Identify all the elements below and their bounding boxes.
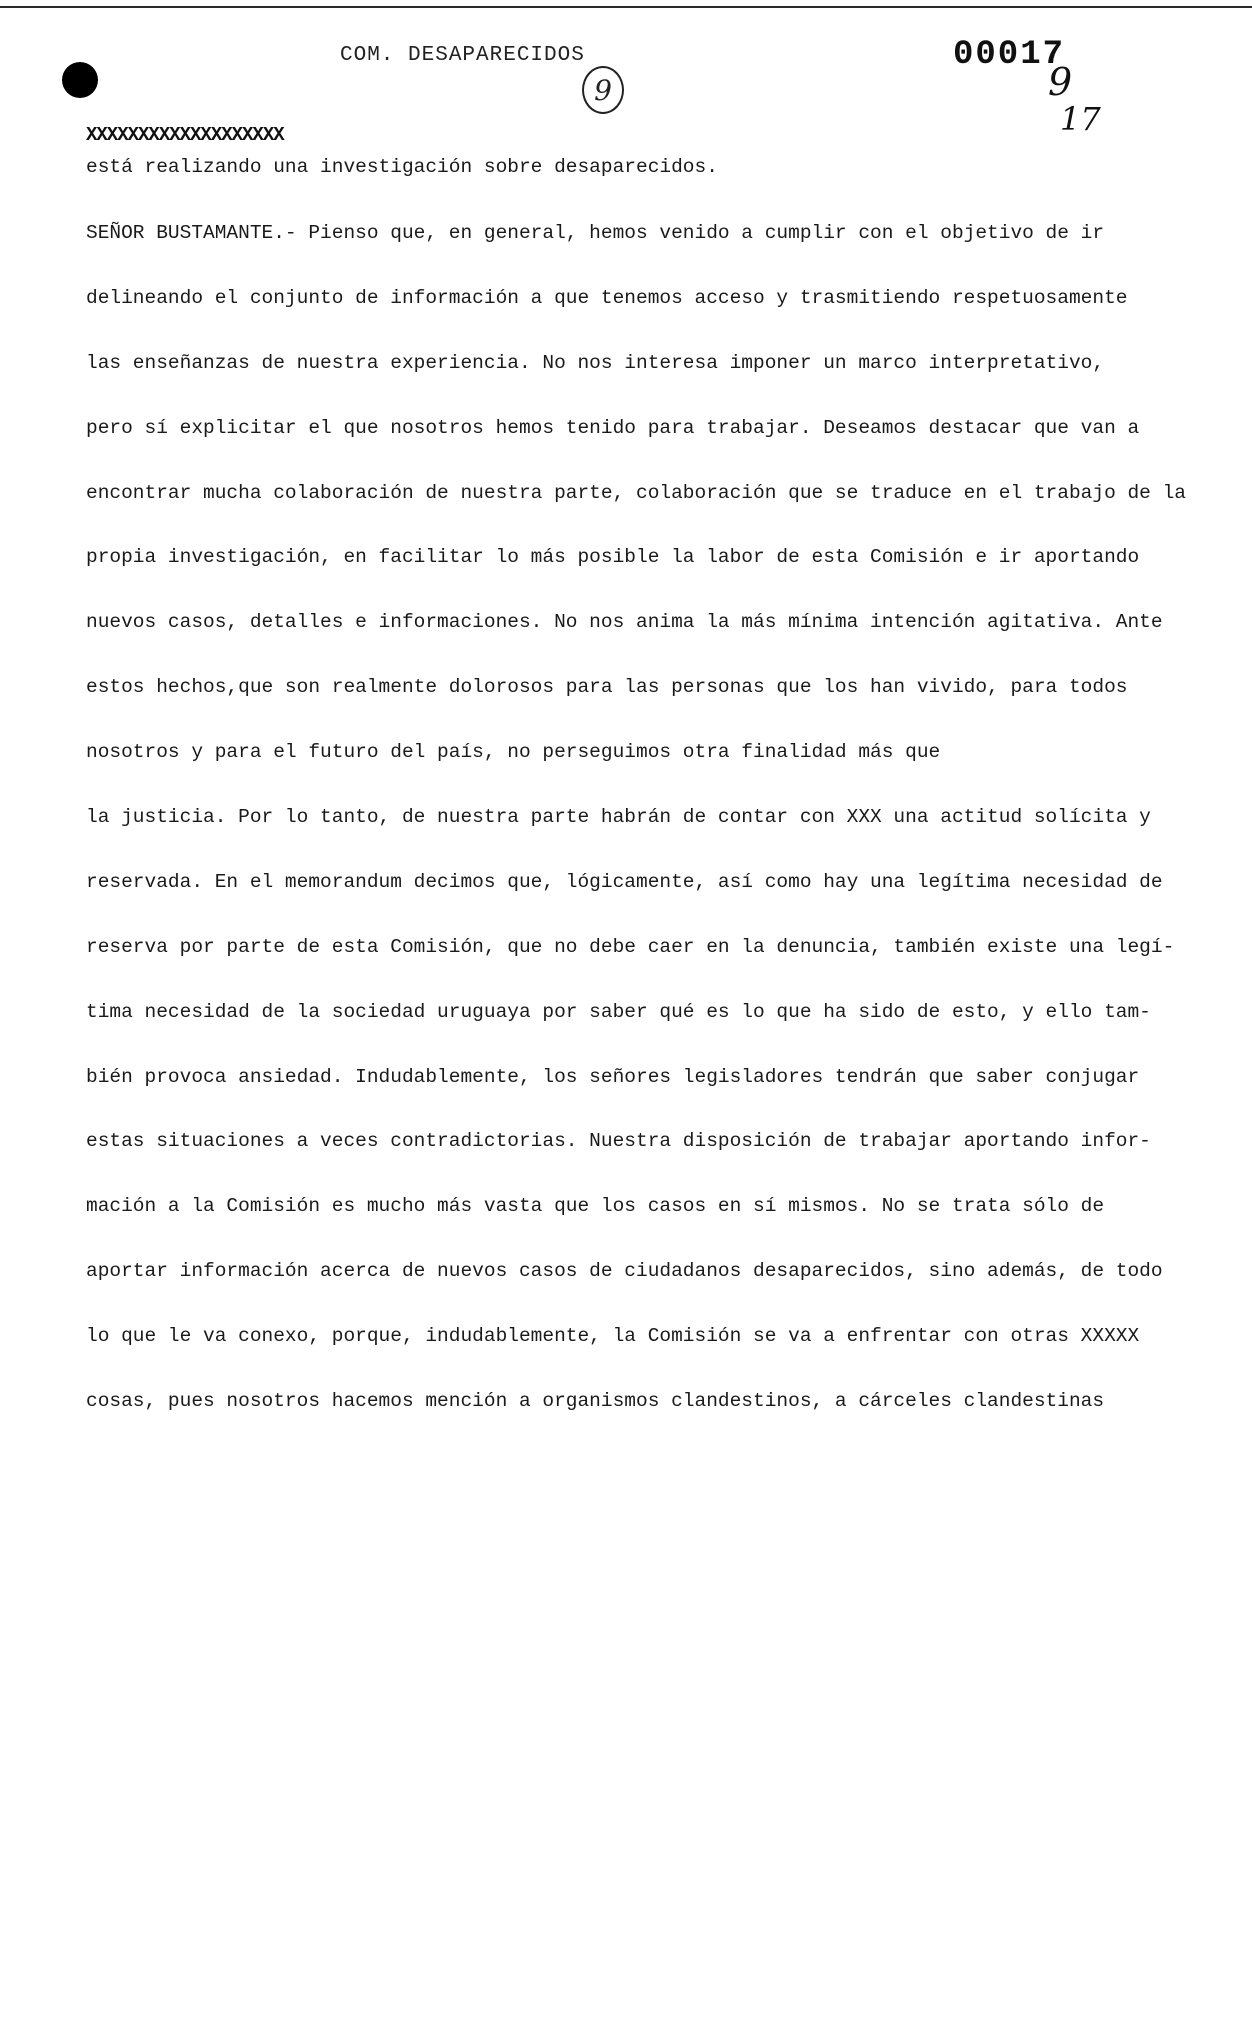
text-line: aportar información acerca de nuevos casos de ciudadanos desaparecidos, sino además, de todo — [86, 1260, 1163, 1283]
committee-header: COM. DESAPARECIDOS — [340, 44, 585, 67]
text-line: mación a la Comisión es mucho más vasta que los casos en sí mismos. No se trata sólo de — [86, 1195, 1105, 1218]
text-line: bién provoca ansiedad. Indudablemente, los señores legisladores tendrán que saber conjugar — [86, 1065, 1140, 1088]
text-line: la justicia. Por lo tanto, de nuestra parte habrán de contar con XXX una actitud solícita y — [86, 806, 1151, 829]
text-line: SEÑOR BUSTAMANTE.- Pienso que, en general, hemos venido a cumplir con el objetivo de ir — [86, 222, 1105, 244]
struck-out-text: XXXXXXXXXXXXXXXXXXX — [86, 124, 284, 146]
text-line: estas situaciones a veces contradictorias. Nuestra disposición de trabajar aportando infor- — [86, 1130, 1151, 1153]
text-line: nosotros y para el futuro del país, no perseguimos otra finalidad más que — [86, 741, 941, 764]
punch-hole — [62, 62, 98, 98]
text-line: estos hechos,que son realmente dolorosos para las personas que los han vivido, para todos — [86, 676, 1128, 699]
page-number: 00017 — [953, 36, 1066, 74]
text-line: cosas, pues nosotros hacemos mención a organismos clandestinos, a cárceles clandestinas — [86, 1390, 1105, 1413]
text-line: está realizando una investigación sobre desaparecidos. — [86, 156, 718, 178]
handwritten-number-2: 17 — [1060, 100, 1101, 138]
text-line: tima necesidad de la sociedad uruguaya por saber qué es lo que ha sido de esto, y ello tam- — [86, 1000, 1151, 1023]
circled-number: 9 — [582, 66, 624, 114]
text-line: pero sí explicitar el que nosotros hemos tenido para trabajar. Deseamos destacar que van a — [86, 416, 1140, 439]
handwritten-number-1: 9 — [1048, 60, 1073, 104]
text-line: nuevos casos, detalles e informaciones. No nos anima la más mínima intención agitativa. Ante — [86, 611, 1163, 634]
text-line: reserva por parte de esta Comisión, que no debe caer en la denuncia, también existe una legí- — [86, 935, 1175, 958]
text-line: propia investigación, en facilitar lo más posible la labor de esta Comisión e ir aportando — [86, 546, 1140, 569]
text-line: delineando el conjunto de información a que tenemos acceso y trasmitiendo respetuosamente — [86, 286, 1128, 309]
text-line: lo que le va conexo, porque, indudablemente, la Comisión se va a enfrentar con otras XXXXX — [86, 1325, 1140, 1348]
text-line: reservada. En el memorandum decimos que, lógicamente, así como hay una legítima necesidad de — [86, 870, 1163, 893]
transcript-body — [86, 150, 1186, 1449]
text-line: las enseñanzas de nuestra experiencia. No nos interesa imponer un marco interpretativo, — [86, 351, 1105, 374]
top-rule — [0, 6, 1252, 8]
text-line: encontrar mucha colaboración de nuestra parte, colaboración que se traduce en el trabajo de la — [86, 481, 1186, 504]
